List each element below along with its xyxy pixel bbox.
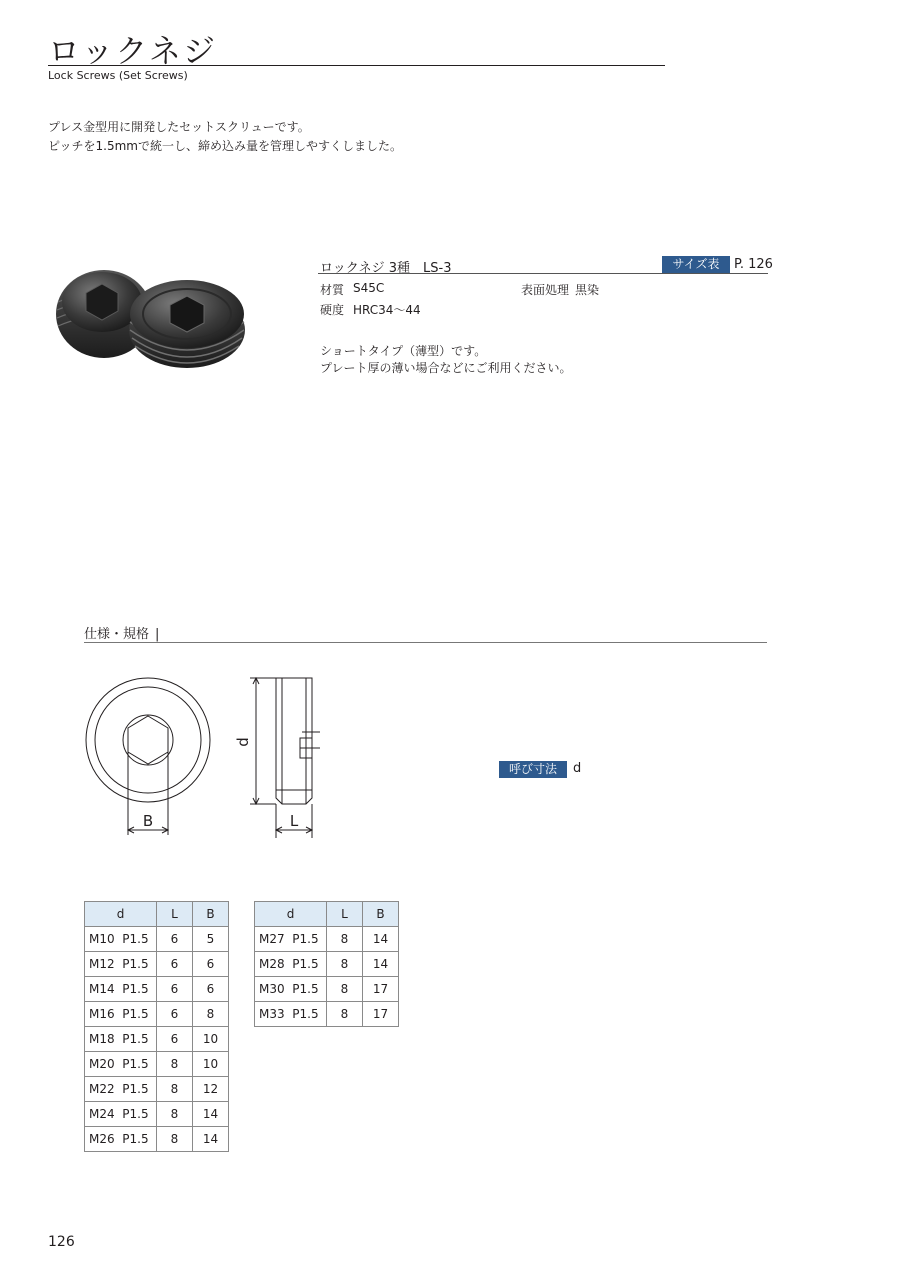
cell-L: 8 [157, 1077, 193, 1102]
cell-d: M22 P1.5 [85, 1077, 157, 1102]
cell-L: 8 [327, 977, 363, 1002]
header-d: d [85, 902, 157, 927]
cell-B: 10 [193, 1052, 229, 1077]
inner-circle [95, 687, 201, 793]
table-row [255, 977, 399, 1002]
cell-B: 6 [193, 952, 229, 977]
section-title-bar: | [155, 627, 160, 642]
table-row [85, 1052, 229, 1077]
hex-socket-icon [128, 716, 168, 764]
section-title-text: 仕様・規格 [84, 627, 150, 642]
table-row [85, 927, 229, 952]
cell-B: 6 [193, 977, 229, 1002]
size-table-badge[interactable]: サイズ表 [662, 256, 730, 273]
table-header-row [85, 902, 229, 927]
product-description [320, 343, 572, 377]
cell-L: 6 [157, 1002, 193, 1027]
screw-front [129, 280, 245, 368]
table-row [85, 952, 229, 977]
cell-d: M18 P1.5 [85, 1027, 157, 1052]
dim-label-L: L [289, 812, 299, 830]
surface-value: 黒染 [575, 283, 600, 297]
hardness-label: 硬度 [320, 303, 345, 317]
cell-d: M10 P1.5 [85, 927, 157, 952]
cell-L: 8 [157, 1127, 193, 1152]
cell-d: M26 P1.5 [85, 1127, 157, 1152]
table-row [85, 1002, 229, 1027]
dim-label-B: B [142, 812, 154, 830]
cell-L: 6 [157, 927, 193, 952]
table-row [85, 977, 229, 1002]
table-row [85, 1102, 229, 1127]
hex-socket-circle [123, 715, 173, 765]
header-L: L [327, 902, 363, 927]
cell-L: 8 [327, 952, 363, 977]
header-B: B [363, 902, 399, 927]
spec-table-right [254, 901, 399, 1027]
cell-B: 5 [193, 927, 229, 952]
cell-d: M28 P1.5 [255, 952, 327, 977]
cell-d: M16 P1.5 [85, 1002, 157, 1027]
table-row [255, 1002, 399, 1027]
cell-L: 6 [157, 977, 193, 1002]
size-table-page-link[interactable]: P. 126 [734, 257, 773, 272]
material-label: 材質 [320, 283, 345, 297]
cell-B: 17 [363, 977, 399, 1002]
table-row [85, 1027, 229, 1052]
cell-d: M20 P1.5 [85, 1052, 157, 1077]
description-line-1: ショートタイプ（薄型）です。 [320, 344, 487, 358]
header-d: d [255, 902, 327, 927]
product-photo [52, 262, 262, 372]
title-divider [48, 65, 665, 66]
cell-B: 14 [363, 952, 399, 977]
cell-L: 8 [157, 1102, 193, 1127]
dim-label-d: d [234, 737, 252, 747]
section-divider [84, 642, 767, 643]
cell-L: 8 [327, 927, 363, 952]
product-name: ロックネジ 3種 LS-3 [320, 261, 452, 276]
intro-line-2: ピッチを1.5mmで統一し、締め込み量を管理しやすくしました。 [48, 139, 402, 153]
spec-table-left [84, 901, 229, 1152]
table-row [85, 1127, 229, 1152]
page-number: 126 [48, 1234, 75, 1250]
cell-L: 8 [157, 1052, 193, 1077]
intro-line-1: プレス金型用に開発したセットスクリューです。 [48, 120, 310, 134]
page-title: ロックネジ [48, 32, 218, 70]
cell-B: 14 [193, 1127, 229, 1152]
product-divider [318, 273, 768, 274]
cell-L: 8 [327, 1002, 363, 1027]
cell-B: 14 [363, 927, 399, 952]
cell-d: M33 P1.5 [255, 1002, 327, 1027]
outer-circle [86, 678, 210, 802]
cell-B: 8 [193, 1002, 229, 1027]
cell-d: M30 P1.5 [255, 977, 327, 1002]
cell-L: 6 [157, 952, 193, 977]
cell-d: M24 P1.5 [85, 1102, 157, 1127]
header-L: L [157, 902, 193, 927]
table-row [255, 952, 399, 977]
table-row [255, 927, 399, 952]
cell-d: M14 P1.5 [85, 977, 157, 1002]
cell-L: 6 [157, 1027, 193, 1052]
cell-B: 10 [193, 1027, 229, 1052]
hardness-value: HRC34〜44 [353, 303, 421, 317]
intro-text [48, 118, 402, 156]
cell-d: M27 P1.5 [255, 927, 327, 952]
cell-d: M12 P1.5 [85, 952, 157, 977]
technical-drawing [80, 670, 330, 845]
page-subtitle: Lock Screws (Set Screws) [48, 69, 188, 82]
description-line-2: プレート厚の薄い場合などにご利用ください。 [320, 361, 572, 375]
section-title [84, 623, 159, 642]
side-view-outline [276, 678, 312, 804]
cell-B: 12 [193, 1077, 229, 1102]
surface-label: 表面処理 [521, 283, 570, 297]
table-header-row [255, 902, 399, 927]
nominal-size-value: d [573, 761, 582, 776]
cell-B: 17 [363, 1002, 399, 1027]
cell-B: 14 [193, 1102, 229, 1127]
nominal-size-badge: 呼び寸法 [499, 761, 567, 778]
table-row [85, 1077, 229, 1102]
header-B: B [193, 902, 229, 927]
material-value: S45C [353, 281, 385, 295]
